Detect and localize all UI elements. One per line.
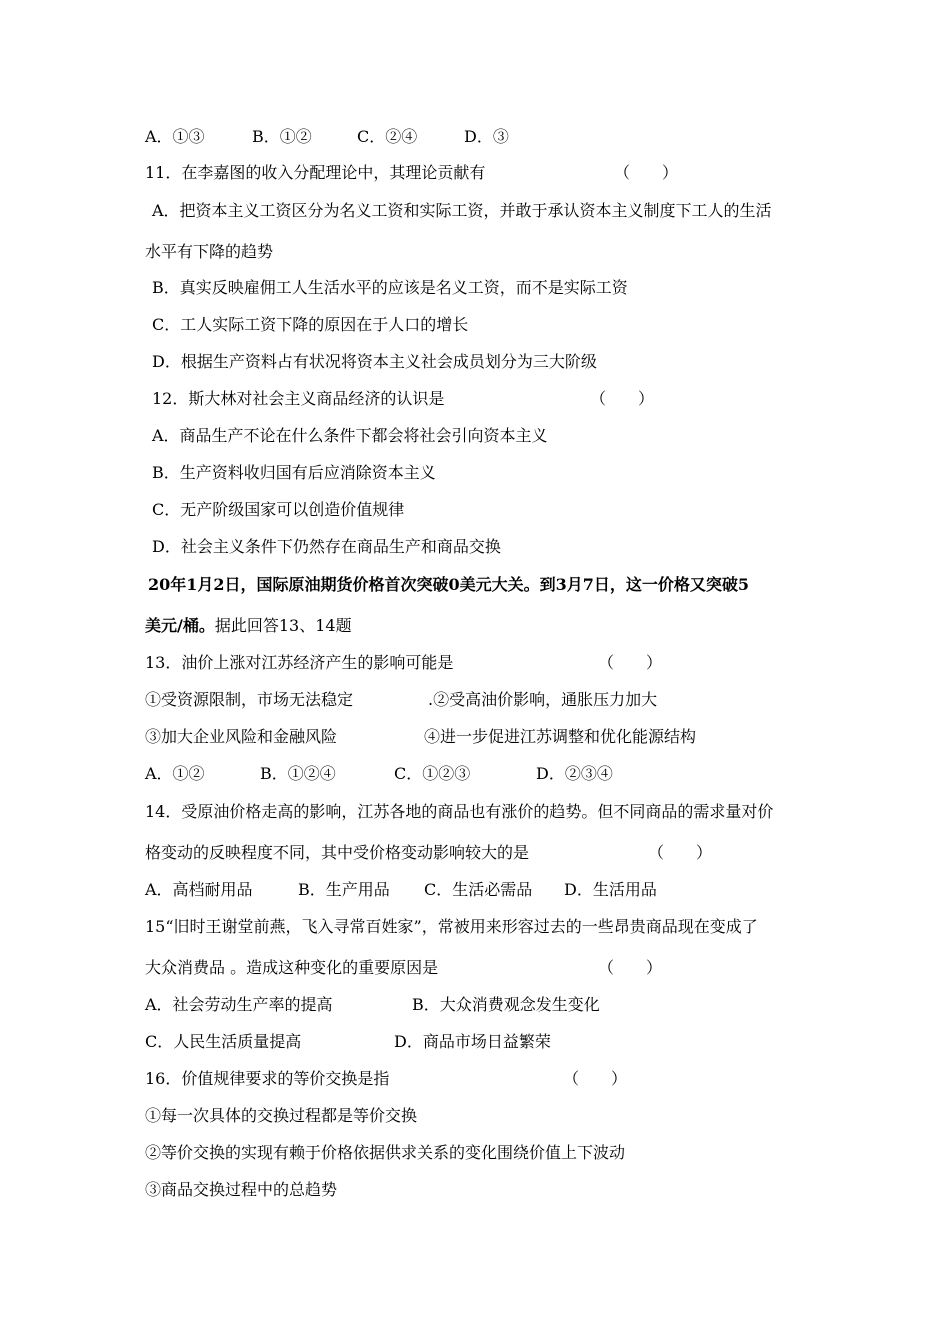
q13-answer-bracket: （ ） (598, 653, 663, 672)
q10-option-b: B．①② (252, 127, 312, 146)
q16-answer-bracket: （ ） (563, 1069, 628, 1088)
passage-line2 (145, 616, 352, 636)
q15-option-a: A．社会劳动生产率的提高 (145, 995, 333, 1014)
q14-option-c: C．生活必需品 (424, 880, 533, 899)
q13-statement-4: ④进一步促进江苏调整和优化能源结构 (424, 727, 697, 746)
q14-option-a: A．高档耐用品 (145, 880, 253, 899)
q15-answer-bracket: （ ） (598, 958, 663, 977)
q12-answer-bracket: （ ） (590, 389, 655, 408)
q11-option-d: D．根据生产资料占有状况将资本主义社会成员划分为三大阶级 (152, 352, 597, 371)
q13-stem: 13．油价上涨对江苏经济产生的影响可能是 (145, 653, 454, 672)
q11-answer-bracket: （ ） (614, 163, 679, 182)
q16-statement-3: ③商品交换过程中的总趋势 (145, 1180, 338, 1199)
q13-option-b: B．①②④ (260, 764, 336, 783)
q14-option-b: B．生产用品 (298, 880, 390, 899)
q15-stem-line2: 大众消费品 。造成这种变化的重要原因是 (145, 958, 439, 977)
q16-statement-1: ①每一次具体的交换过程都是等价交换 (145, 1106, 418, 1125)
q14-stem-line2: 格变动的反映程度不同，其中受价格变动影响较大的是 (145, 843, 530, 862)
q11-option-c: C．工人实际工资下降的原因在于人口的增长 (152, 315, 469, 334)
q11-option-a-line1: A．把资本主义工资区分为名义工资和实际工资，并敢于承认资本主义制度下工人的生活 (152, 201, 772, 220)
q14-answer-bracket: （ ） (648, 843, 713, 862)
q11-option-b: B．真实反映雇佣工人生活水平的应该是名义工资，而不是实际工资 (152, 278, 628, 297)
q15-stem-line1: 15“旧时王谢堂前燕，飞入寻常百姓家”，常被用来形容过去的一些昂贵商品现在变成了 (145, 917, 758, 936)
q12-option-d: D．社会主义条件下仍然存在商品生产和商品交换 (152, 537, 501, 556)
q15-option-c: C．人民生活质量提高 (145, 1032, 302, 1051)
q12-option-c: C．无产阶级国家可以创造价值规律 (152, 500, 405, 519)
q11-option-a-line2: 水平有下降的趋势 (145, 242, 274, 261)
q13-statement-1: ①受资源限制，市场无法稳定 (145, 690, 354, 709)
q13-statement-2: .②受高油价影响，通胀压力加大 (428, 690, 658, 709)
q12-option-b: B．生产资料收归国有后应消除资本主义 (152, 463, 436, 482)
q11-stem: 11．在李嘉图的收入分配理论中，其理论贡献有 (145, 163, 486, 182)
q10-option-d: D．③ (464, 127, 509, 146)
passage-line1: 20年1月2日，国际原油期货价格首次突破0美元大关。到3月7日，这一价格又突破5 (148, 575, 750, 594)
q13-option-d: D．②③④ (536, 764, 613, 783)
q10-option-c: C．②④ (357, 127, 418, 146)
q10-option-a: A．①③ (145, 127, 205, 146)
q16-stem: 16．价值规律要求的等价交换是指 (145, 1069, 390, 1088)
q16-statement-2: ②等价交换的实现有赖于价格依据供求关系的变化围绕价值上下波动 (145, 1143, 626, 1162)
q13-option-c: C．①②③ (394, 764, 471, 783)
q12-stem: 12．斯大林对社会主义商品经济的认识是 (152, 389, 445, 408)
q15-option-d: D．商品市场日益繁荣 (394, 1032, 551, 1051)
q15-option-b: B．大众消费观念发生变化 (412, 995, 600, 1014)
q12-option-a: A．商品生产不论在什么条件下都会将社会引向资本主义 (152, 426, 548, 445)
passage-line2-bold: 美元/桶。 (145, 616, 215, 635)
q14-option-d: D．生活用品 (564, 880, 657, 899)
passage-line2-rest: 据此回答13、14题 (214, 616, 352, 635)
q13-option-a: A．①② (145, 764, 205, 783)
q14-stem-line1: 14．受原油价格走高的影响，江苏各地的商品也有涨价的趋势。但不同商品的需求量对价 (145, 802, 774, 821)
q13-statement-3: ③加大企业风险和金融风险 (145, 727, 338, 746)
